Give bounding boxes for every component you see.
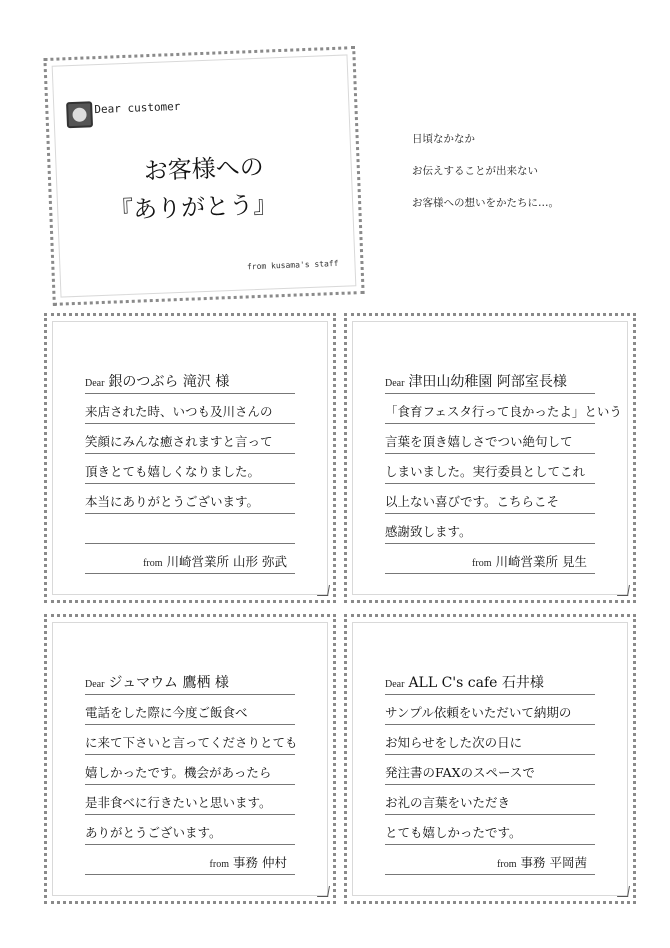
card-line: 頂きとても嬉しくなりました。: [85, 454, 295, 484]
card-from-row: [85, 544, 295, 574]
card-line: サンプル依頼をいただいて納期の: [385, 695, 595, 725]
card-lines: [385, 364, 622, 574]
card-line: ありがとうございます。: [85, 815, 295, 845]
dear-label: Dear: [85, 378, 105, 389]
title-line-1: お客様への: [143, 152, 265, 186]
intro-line-2: お伝えすることが出来ない: [412, 165, 538, 177]
card-line: 電話をした際に今度ご飯食べ: [85, 695, 295, 725]
card-line: 「食育フェスタ行って良かったよ」という: [385, 394, 595, 424]
card-line: 感謝致します。: [385, 514, 595, 544]
card-line: 嬉しかったです。機会があったら: [85, 755, 295, 785]
from-label: from: [209, 859, 229, 870]
card-line: 笑顔にみんな癒されますと言って: [85, 424, 295, 454]
card-recipient: 銀のつぶら 滝沢 様: [108, 374, 230, 390]
card-recipient: 津田山幼稚園 阿部室長様: [408, 374, 567, 390]
from-label: from: [472, 558, 492, 569]
card-lines: [85, 665, 298, 875]
card-to-row: [385, 665, 595, 695]
thank-you-card-2: [344, 313, 636, 603]
card-line: とても嬉しかったです。: [385, 815, 595, 845]
card-from-dept: 川崎営業所: [166, 554, 230, 569]
card-from-row: [85, 845, 295, 875]
page-curl-icon: [617, 886, 630, 897]
card-from-name: 仲村: [261, 855, 287, 870]
card-line: お礼の言葉をいただき: [385, 785, 595, 815]
dear-label: Dear: [85, 679, 105, 690]
intro-line-3: お客様への想いをかたちに…。: [412, 197, 559, 209]
card-line: 言葉を頂き嬉しさでつい絶句して: [385, 424, 595, 454]
card-to-row: [85, 665, 295, 695]
from-label: from: [497, 859, 517, 870]
card-from-dept: 事務: [232, 855, 258, 870]
card-line: 是非食べに行きたいと思います。: [85, 785, 295, 815]
thank-you-card-4: [344, 614, 636, 904]
card-line: 来店された時、いつも及川さんの: [85, 394, 295, 424]
page-curl-icon: [317, 886, 330, 897]
card-line: 発注書のFAXのスペースで: [385, 755, 595, 785]
card-from-row: [385, 845, 595, 875]
card-from-row: [385, 544, 595, 574]
card-line: しまいました。実行委員としてこれ: [385, 454, 595, 484]
card-recipient: ALL C's cafe 石井様: [408, 675, 544, 691]
card-from-dept: 川崎営業所: [495, 554, 558, 569]
page-curl-icon: [317, 585, 330, 596]
page-curl-icon: [617, 585, 630, 596]
title-card: [43, 46, 364, 306]
title-card-from: from kusama's staff: [246, 258, 339, 272]
card-to-row: [85, 364, 295, 394]
card-recipient: ジュマウム 鷹栖 様: [108, 675, 229, 691]
dear-label: Dear: [385, 679, 405, 690]
card-line: 以上ない喜びです。こちらこそ: [385, 484, 595, 514]
company-logo-icon: [66, 101, 93, 128]
thank-you-card-3: [44, 614, 336, 904]
from-label: from: [143, 558, 163, 569]
intro-line-1: 日頃なかなか: [412, 133, 475, 145]
card-line: 本当にありがとうございます。: [85, 484, 295, 514]
title-card-dear: Dear customer: [94, 99, 181, 117]
card-lines: [85, 364, 295, 574]
card-to-row: [385, 364, 595, 394]
card-line: お知らせをした次の日に: [385, 725, 595, 755]
dear-label: Dear: [385, 378, 405, 389]
card-from-name: 見生: [561, 554, 587, 569]
card-from-name: 山形 弥武: [233, 554, 287, 569]
card-line: に来て下さいと言ってくださりとても: [85, 725, 295, 755]
card-lines: [385, 665, 595, 875]
card-from-dept: 事務: [520, 855, 546, 870]
thank-you-card-1: [44, 313, 336, 603]
card-line-empty: [85, 514, 295, 544]
title-line-2: 『ありがとう』: [108, 190, 278, 225]
card-from-name: 平岡茜: [549, 855, 587, 870]
